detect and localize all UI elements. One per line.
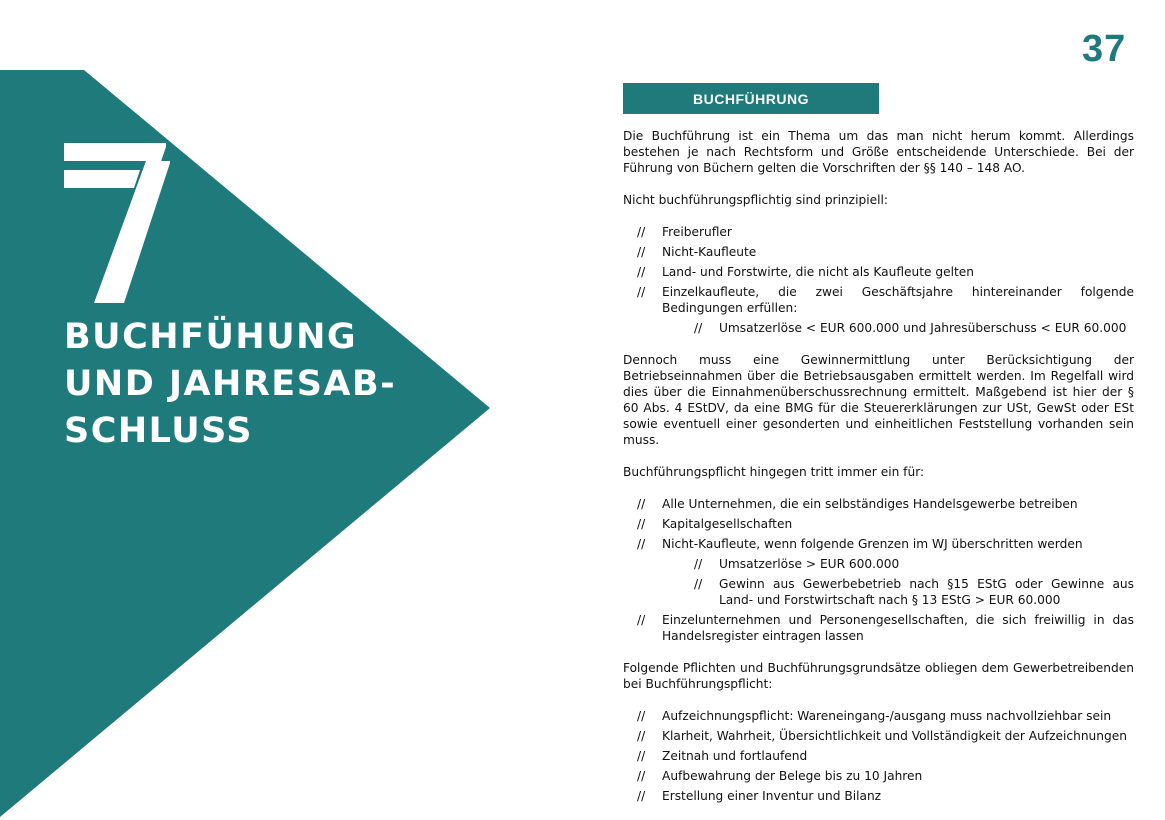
bullet-mark: //: [637, 497, 646, 511]
section-heading: BUCHFÜHRUNG: [623, 83, 879, 114]
bullet-mark: //: [637, 729, 646, 743]
sub-list-item: // Umsatzerlöse < EUR 600.000 und Jahresüberschuss < EUR 60.000: [694, 321, 1127, 335]
bullet-mark: //: [694, 557, 703, 571]
sub-list-item: // Umsatzerlöse > EUR 600.000: [694, 557, 900, 571]
chapter-title-line: BUCHFÜHUNG: [64, 317, 358, 357]
bullet-mark: //: [637, 285, 646, 299]
chapter-title-line: UND JAHRESAB-: [64, 364, 397, 404]
duties-heading: Folgende Pflichten und Buchführungsgrundsätze obliegen dem Gewerbetreibenden bei Buchführungspflicht:: [623, 661, 1134, 691]
list-item: // Aufzeichnungspflicht: Wareneingang-/ausgang muss nachvollziehbar sein: [637, 709, 1112, 723]
bullet-mark: //: [694, 321, 703, 335]
duties-list: [623, 708, 1134, 804]
page-number-left: 36: [30, 26, 75, 64]
bullet-mark: //: [637, 613, 646, 627]
list-item: // Erstellung einer Inventur und Bilanz: [637, 789, 882, 803]
list-item: // Einzelunternehmen und Personengesellschaften, die sich freiwillig in das Handelsregister eintragen lassen: [637, 613, 1134, 643]
chapter-title: [64, 314, 444, 455]
bullet-mark: //: [637, 537, 646, 551]
bullet-mark: //: [637, 225, 646, 239]
list-item: // Zeitnah und fortlaufend: [637, 749, 808, 763]
sub-list-item: // Gewinn aus Gewerbebetrieb nach §15 EStG oder Gewinne aus Land- und Forstwirtschaft nach § 13 EStG > EUR 60.000: [694, 577, 1134, 607]
page-number-right: 37: [1082, 28, 1127, 70]
list-item: // Aufbewahrung der Belege bis zu 10 Jahren: [637, 769, 923, 783]
bullet-mark: //: [637, 517, 646, 531]
bullet-mark: //: [637, 265, 646, 279]
bullet-mark: //: [637, 749, 646, 763]
profit-paragraph: Dennoch muss eine Gewinnermittlung unter Berücksichtigung der Betriebseinnahmen über die Betriebsausgaben ermittelt werden. Im Regelfall wird dies über die Einnahmenüberschussrechnung ermittelt. Maßgebend ist hier der § 60 Abs. 4 EStDV, da eine BMG für die Steuererklärungen zur USt, GewSt oder ESt sowie eventuell einer gesonderten und einheitlichen Feststellung vorhanden sein muss.: [623, 353, 1134, 447]
bullet-mark: //: [637, 789, 646, 803]
bullet-mark: //: [637, 245, 646, 259]
bullet-mark: //: [637, 769, 646, 783]
not-required-heading: Nicht buchführungspflichtig sind prinzipiell:: [623, 193, 888, 207]
list-item: // Nicht-Kaufleute, wenn folgende Grenzen im WJ überschritten werden: [637, 537, 1083, 551]
required-list: [623, 496, 1134, 644]
chapter-title-line: SCHLUSS: [64, 411, 254, 451]
list-item: // Einzelkaufleute, die zwei Geschäftsjahre hintereinander folgende Bedingungen erfüllen:: [637, 285, 1134, 315]
list-item: // Alle Unternehmen, die ein selbständiges Handelsgewerbe betreiben: [637, 497, 1078, 511]
required-heading: Buchführungspflicht hingegen tritt immer ein für:: [623, 465, 925, 479]
list-item: // Freiberufler: [637, 225, 732, 239]
chapter-number-seven: [62, 143, 170, 303]
bullet-mark: //: [694, 577, 703, 591]
list-item: // Land- und Forstwirte, die nicht als Kaufleute gelten: [637, 265, 975, 279]
list-item: // Kapitalgesellschaften: [637, 517, 793, 531]
not-required-list: [623, 224, 1134, 336]
bullet-mark: //: [637, 709, 646, 723]
list-item: // Klarheit, Wahrheit, Übersichtlichkeit und Vollständigkeit der Aufzeichnungen: [637, 729, 1127, 743]
list-item: // Nicht-Kaufleute: [637, 245, 757, 259]
section-content: [623, 128, 1134, 820]
intro-paragraph: Die Buchführung ist ein Thema um das man nicht herum kommt. Allerdings bestehen je nach Rechtsform und Größe entscheidende Unterschiede. Bei der Führung von Büchern gelten die Vorschriften der §§ 140 – 148 AO.: [623, 129, 1134, 175]
